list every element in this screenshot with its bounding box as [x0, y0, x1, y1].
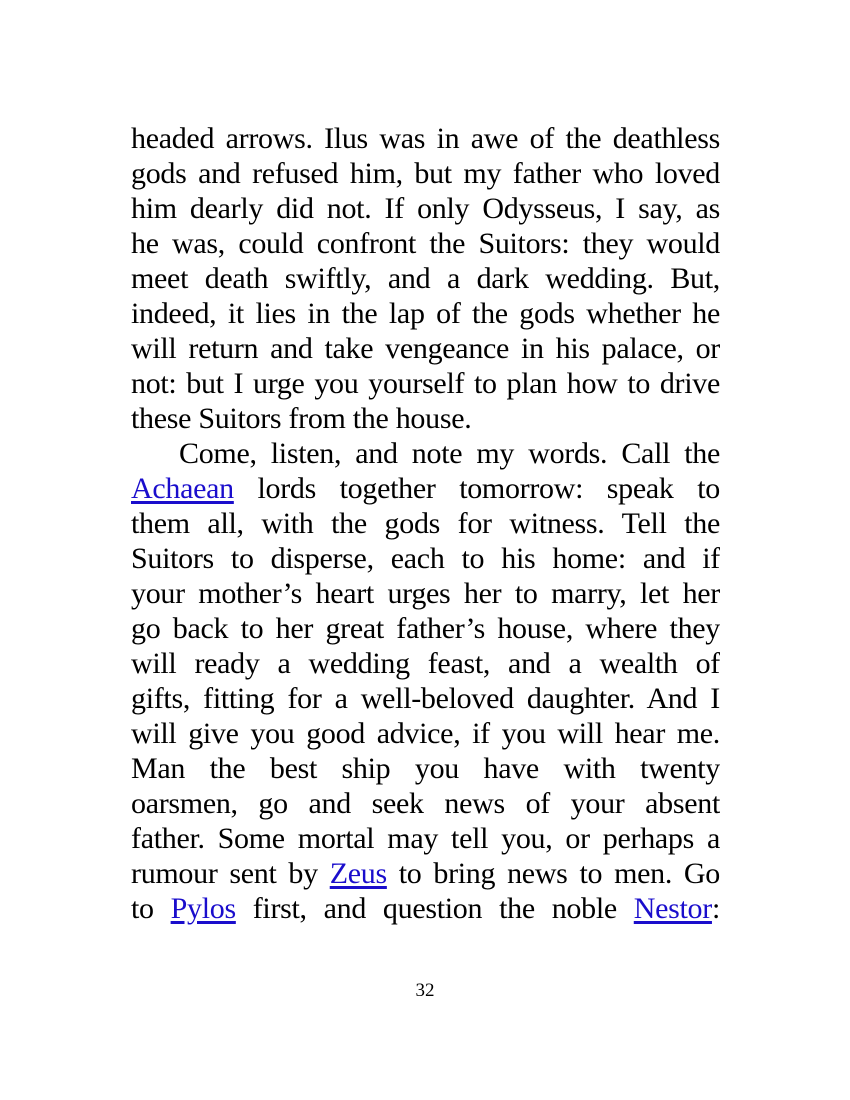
pylos-link[interactable]: Pylos [170, 892, 236, 925]
line-text: first, and question the noble [235, 892, 634, 925]
text-line: Suitors to disperse, each to his home: and if [131, 542, 720, 575]
text-line: father. Some mortal may tell you, or perhaps a [131, 822, 720, 855]
text-line: will return and take vengeance in his palace, or [131, 332, 720, 365]
text-line: indeed, it lies in the lap of the gods whether he [131, 297, 720, 330]
text-line: not: but I urge you yourself to plan how to drive [131, 367, 720, 400]
line-text: : [711, 892, 720, 925]
text-line: headed arrows. Ilus was in awe of the deathless [131, 122, 720, 155]
text-line: Come, listen, and note my words. Call the [179, 437, 720, 470]
achaean-link[interactable]: Achaean [131, 472, 234, 505]
text-line: gods and refused him, but my father who loved [131, 157, 720, 190]
text-line: go back to her great father’s house, where they [131, 612, 720, 645]
text-line: your mother’s heart urges her to marry, let her [131, 577, 720, 610]
line-text: rumour sent by [131, 857, 330, 890]
zeus-link[interactable]: Zeus [329, 857, 387, 890]
line-text: lords together tomorrow: speak to [233, 472, 720, 505]
text-line: he was, could confront the Suitors: they would [131, 227, 720, 260]
text-line: them all, with the gods for witness. Tell the [131, 507, 720, 540]
text-line: gifts, fitting for a well-beloved daughter. And I [131, 682, 720, 715]
text-line: these Suitors from the house. [131, 402, 472, 435]
text-line: will ready a wedding feast, and a wealth of [131, 647, 720, 680]
line-text: to [131, 892, 171, 925]
text-line: him dearly did not. If only Odysseus, I say, as [131, 192, 720, 225]
nestor-link[interactable]: Nestor [633, 892, 712, 925]
text-line [131, 471, 720, 506]
text-line: meet death swiftly, and a dark wedding. But, [131, 262, 720, 295]
text-line: oarsmen, go and seek news of your absent [131, 787, 720, 820]
text-line: will give you good advice, if you will hear me. [131, 717, 720, 750]
text-line [131, 856, 720, 891]
body-text [131, 121, 720, 926]
text-line: Man the best ship you have with twenty [131, 752, 720, 785]
page-number: 32 [415, 980, 435, 1001]
line-text: to bring news to men. Go [386, 857, 720, 890]
text-line [131, 891, 720, 926]
